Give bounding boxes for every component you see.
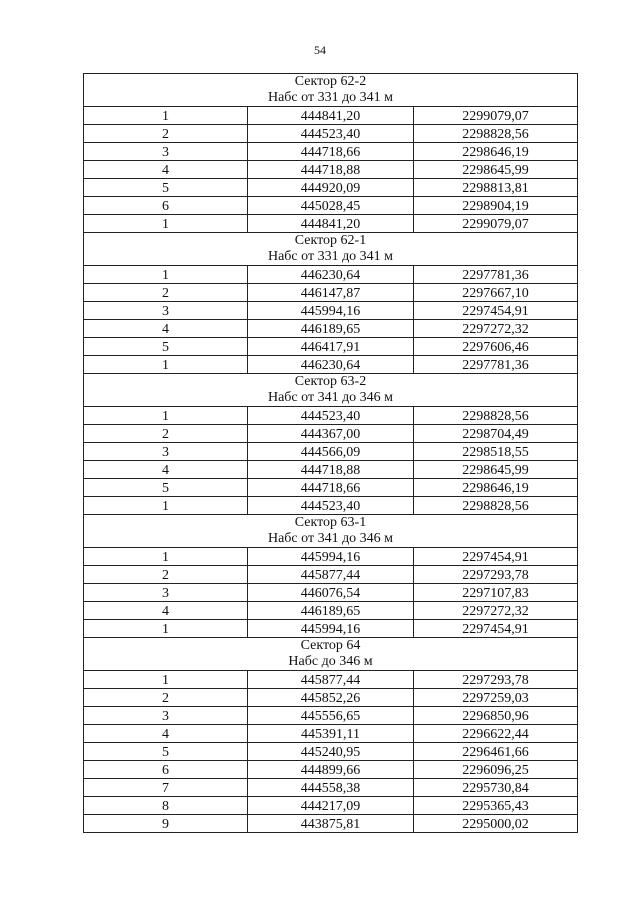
coordinate-x: 446230,64 (248, 356, 414, 374)
point-number: 2 (84, 566, 248, 584)
table-row (84, 497, 578, 515)
table-row (84, 707, 578, 725)
point-number: 1 (84, 356, 248, 374)
coordinate-y: 2297293,78 (414, 566, 578, 584)
sector-elevation: Набс от 331 до 341 м (84, 249, 578, 266)
point-number: 7 (84, 779, 248, 797)
coordinate-y: 2298813,81 (414, 179, 578, 197)
coordinate-x: 444920,09 (248, 179, 414, 197)
sector-elevation: Набс от 341 до 346 м (84, 390, 578, 407)
coordinate-y: 2298904,19 (414, 197, 578, 215)
coordinate-y: 2297606,46 (414, 338, 578, 356)
point-number: 2 (84, 125, 248, 143)
table-row (84, 356, 578, 374)
sector-title: Сектор 63-1 (84, 515, 578, 532)
coordinate-y: 2298704,49 (414, 425, 578, 443)
point-number: 8 (84, 797, 248, 815)
point-number: 1 (84, 548, 248, 566)
table-row (84, 671, 578, 689)
coordinate-x: 445994,16 (248, 620, 414, 638)
point-number: 3 (84, 302, 248, 320)
sector-title-row (84, 374, 578, 391)
coordinate-x: 444217,09 (248, 797, 414, 815)
point-number: 1 (84, 266, 248, 284)
coordinate-y: 2298646,19 (414, 143, 578, 161)
coordinate-x: 444558,38 (248, 779, 414, 797)
coordinate-x: 446230,64 (248, 266, 414, 284)
point-number: 1 (84, 215, 248, 233)
point-number: 6 (84, 761, 248, 779)
coordinate-x: 444523,40 (248, 407, 414, 425)
table-row (84, 566, 578, 584)
coordinate-x: 446417,91 (248, 338, 414, 356)
coordinate-x: 445877,44 (248, 671, 414, 689)
coordinate-y: 2295365,43 (414, 797, 578, 815)
table-row (84, 338, 578, 356)
coordinate-x: 445994,16 (248, 302, 414, 320)
sector-title: Сектор 63-2 (84, 374, 578, 391)
coordinate-y: 2299079,07 (414, 215, 578, 233)
point-number: 5 (84, 479, 248, 497)
coordinate-x: 446076,54 (248, 584, 414, 602)
coordinate-y: 2296622,44 (414, 725, 578, 743)
coordinate-x: 444718,66 (248, 143, 414, 161)
sector-subtitle-row (84, 390, 578, 407)
coordinate-y: 2297259,03 (414, 689, 578, 707)
coordinate-y: 2298828,56 (414, 407, 578, 425)
table-row (84, 143, 578, 161)
table-row (84, 479, 578, 497)
coordinate-x: 445028,45 (248, 197, 414, 215)
coordinate-y: 2297107,83 (414, 584, 578, 602)
table-row (84, 743, 578, 761)
table-row (84, 584, 578, 602)
point-number: 2 (84, 425, 248, 443)
coordinate-x: 445877,44 (248, 566, 414, 584)
table-row (84, 602, 578, 620)
table-row (84, 179, 578, 197)
table-row (84, 443, 578, 461)
sector-subtitle-row (84, 654, 578, 671)
table-row (84, 284, 578, 302)
coordinate-y: 2297293,78 (414, 671, 578, 689)
coordinate-y: 2297272,32 (414, 320, 578, 338)
coordinate-y: 2298828,56 (414, 125, 578, 143)
coordinate-y: 2297454,91 (414, 302, 578, 320)
coordinate-x: 444899,66 (248, 761, 414, 779)
table-row (84, 161, 578, 179)
coordinate-x: 444566,09 (248, 443, 414, 461)
sector-subtitle-row (84, 249, 578, 266)
coordinate-y: 2297454,91 (414, 548, 578, 566)
coordinate-y: 2298645,99 (414, 461, 578, 479)
coordinate-x: 445240,95 (248, 743, 414, 761)
table-row (84, 197, 578, 215)
sector-elevation: Набс до 346 м (84, 654, 578, 671)
coordinate-y: 2298828,56 (414, 497, 578, 515)
coordinate-x: 444718,88 (248, 461, 414, 479)
table-row (84, 215, 578, 233)
sector-title-row (84, 638, 578, 655)
point-number: 6 (84, 197, 248, 215)
sector-coordinates-table (83, 73, 578, 833)
sector-elevation: Набс от 331 до 341 м (84, 90, 578, 107)
sector-title: Сектор 62-1 (84, 233, 578, 250)
coordinate-y: 2297781,36 (414, 266, 578, 284)
coordinate-y: 2297272,32 (414, 602, 578, 620)
point-number: 3 (84, 707, 248, 725)
coordinate-x: 444841,20 (248, 107, 414, 125)
point-number: 1 (84, 107, 248, 125)
point-number: 5 (84, 743, 248, 761)
point-number: 3 (84, 584, 248, 602)
table-row (84, 107, 578, 125)
table-row (84, 425, 578, 443)
point-number: 5 (84, 179, 248, 197)
table-body (84, 74, 578, 833)
point-number: 3 (84, 143, 248, 161)
point-number: 1 (84, 620, 248, 638)
sector-elevation: Набс от 341 до 346 м (84, 531, 578, 548)
table-row (84, 689, 578, 707)
coordinate-y: 2297781,36 (414, 356, 578, 374)
coordinate-y: 2297454,91 (414, 620, 578, 638)
coordinate-y: 2296096,25 (414, 761, 578, 779)
point-number: 4 (84, 161, 248, 179)
point-number: 3 (84, 443, 248, 461)
table-row (84, 407, 578, 425)
point-number: 1 (84, 497, 248, 515)
sector-title: Сектор 64 (84, 638, 578, 655)
table-row (84, 320, 578, 338)
coordinate-x: 446147,87 (248, 284, 414, 302)
point-number: 2 (84, 689, 248, 707)
coordinate-x: 444718,66 (248, 479, 414, 497)
coordinate-x: 446189,65 (248, 320, 414, 338)
coordinate-x: 445391,11 (248, 725, 414, 743)
table-row (84, 761, 578, 779)
coordinate-y: 2296461,66 (414, 743, 578, 761)
coordinate-y: 2295730,84 (414, 779, 578, 797)
table-row (84, 725, 578, 743)
coordinate-y: 2298645,99 (414, 161, 578, 179)
point-number: 1 (84, 671, 248, 689)
sector-title: Сектор 62-2 (84, 74, 578, 91)
table-row (84, 815, 578, 833)
coordinate-y: 2297667,10 (414, 284, 578, 302)
page-number: 54 (314, 43, 326, 57)
sector-title-row (84, 515, 578, 532)
point-number: 4 (84, 725, 248, 743)
sector-title-row (84, 233, 578, 250)
table-row (84, 779, 578, 797)
table-row (84, 461, 578, 479)
coordinate-x: 445994,16 (248, 548, 414, 566)
coordinate-y: 2299079,07 (414, 107, 578, 125)
sector-subtitle-row (84, 531, 578, 548)
table-row (84, 620, 578, 638)
coordinate-x: 445852,26 (248, 689, 414, 707)
coordinate-y: 2298518,55 (414, 443, 578, 461)
coordinate-y: 2295000,02 (414, 815, 578, 833)
point-number: 9 (84, 815, 248, 833)
table-row (84, 302, 578, 320)
table-row (84, 797, 578, 815)
table-row (84, 548, 578, 566)
point-number: 5 (84, 338, 248, 356)
coordinate-x: 444718,88 (248, 161, 414, 179)
coordinate-x: 444841,20 (248, 215, 414, 233)
coordinate-y: 2298646,19 (414, 479, 578, 497)
point-number: 4 (84, 461, 248, 479)
point-number: 2 (84, 284, 248, 302)
sector-subtitle-row (84, 90, 578, 107)
point-number: 1 (84, 407, 248, 425)
point-number: 4 (84, 602, 248, 620)
coordinate-x: 445556,65 (248, 707, 414, 725)
sector-title-row (84, 74, 578, 91)
point-number: 4 (84, 320, 248, 338)
coordinate-y: 2296850,96 (414, 707, 578, 725)
coordinate-x: 443875,81 (248, 815, 414, 833)
table-row (84, 266, 578, 284)
table-row (84, 125, 578, 143)
coordinate-x: 444523,40 (248, 497, 414, 515)
coordinate-x: 446189,65 (248, 602, 414, 620)
coordinate-x: 444523,40 (248, 125, 414, 143)
coordinate-x: 444367,00 (248, 425, 414, 443)
